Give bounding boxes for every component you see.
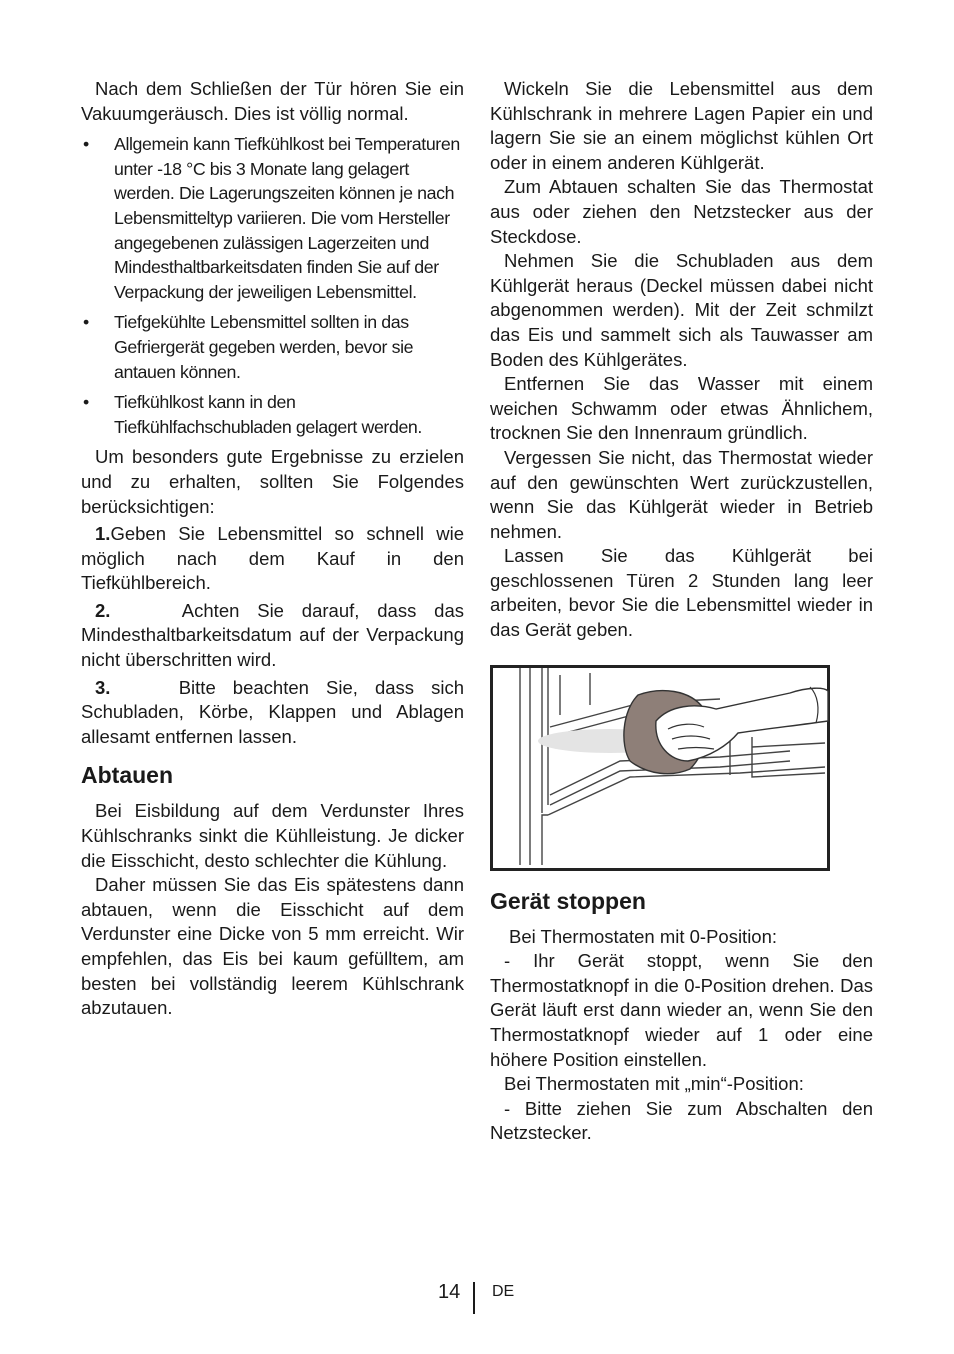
numbered-item-2 [81, 599, 464, 673]
bullet-icon: • [83, 134, 89, 155]
bullet-icon: • [83, 312, 89, 333]
thermostat-zero-label: Bei Thermostaten mit 0-Position: [509, 925, 778, 947]
item-number: 2. [95, 599, 111, 621]
reset-thermostat-paragraph: Vergessen Sie nicht, das Thermostat wieder auf den gewünschten Wert zurückzustellen, wenn Sie das Kühlgerät wieder in Betrieb nehmen. [490, 446, 873, 542]
right-column [490, 77, 873, 1146]
numbered-item-3 [81, 676, 464, 750]
bullet-text: Tiefgekühlte Lebensmittel sollten in das Gefriergerät gegeben werden, bevor sie antauen können. [114, 312, 414, 382]
language-code: DE [492, 1283, 515, 1300]
wiping-freezer-image [490, 665, 830, 871]
run-empty-paragraph: Lassen Sie das Kühlgerät bei geschlossenen Türen 2 Stunden lang leer arbeiten, bevor Sie die Lebensmittel wieder in das Gerät geben. [490, 545, 873, 641]
left-column [81, 77, 464, 1021]
numbered-item-1 [81, 522, 464, 596]
bullet-text: Allgemein kann Tiefkühlkost bei Temperaturen unter -18 °C bis 3 Monate lang gelagert werden. Die Lagerungszeiten können je nach Lebensmitteltyp variieren. Die vom Hersteller angegebenen zulässigen Lagerzeiten und Mindesthaltbarkeitsdaten finden Sie auf der Verpackung der jeweiligen Lebensmittel. [114, 134, 460, 302]
item-text: Achten Sie darauf, dass das Mindesthaltbarkeitsdatum auf der Verpackung nicht überschritten wird. [81, 599, 464, 671]
abtauen-paragraph-2: Daher müssen Sie das Eis spätestens dann abtauen, wenn die Eisschicht auf dem Verdunster eine Dicke von 5 mm erreicht. Wir empfehlen, das Eis bei kaum gefülltem, am besten bei vollständig leerem Kühlschrank abzutauen. [81, 874, 464, 1019]
thermostat-min-text: - Bitte ziehen Sie zum Abschalten den Netzstecker. [490, 1097, 873, 1144]
page-number: 14 [438, 1281, 461, 1303]
bullet-icon: • [83, 392, 89, 413]
item-text: Bitte beachten Sie, dass sich Schubladen, Körbe, Klappen und Ablagen allesamt entfernen lassen. [81, 676, 464, 747]
bullet-text: Tiefkühlkost kann in den Tiefkühlfachschubladen gelagert werden. [114, 392, 422, 437]
tips-intro: Um besonders gute Ergebnisse zu erzielen und zu erhalten, sollten Sie Folgendes berücksichtigen: [81, 446, 464, 517]
thermostat-min-label: Bei Thermostaten mit „min“-Position: [504, 1073, 804, 1095]
bullet-item [81, 390, 464, 439]
thermostat-zero-text: - Ihr Gerät stoppt, wenn Sie den Thermostatknopf in die 0-Position drehen. Das Gerät läuft erst dann wieder an, wenn Sie den Thermostatknopf wieder auf 1 oder eine höhere Position einstellen. [490, 950, 873, 1070]
abtauen-paragraph-1: Bei Eisbildung auf dem Verdunster Ihres Kühlschranks sinkt die Kühlleistung. Je dicker die Eisschicht, desto schlechter die Kühlung. [81, 800, 464, 871]
item-number: 3. [95, 676, 111, 698]
item-text: Geben Sie Lebensmittel so schnell wie möglich nach dem Kauf in den Tiefkühlbereich. [81, 523, 464, 594]
defrost-illustration [490, 665, 830, 871]
thermostat-off-paragraph: Zum Abtauen schalten Sie das Thermostat aus oder ziehen den Netzstecker aus der Steckdose. [490, 176, 873, 247]
remove-drawers-paragraph: Nehmen Sie die Schubladen aus dem Kühlgerät heraus (Deckel müssen dabei nicht abgenommen werden). Mit der Zeit schmilzt das Eis und sammelt sich als Tauwasser am Boden des Kühlgerätes. [490, 250, 873, 370]
wrap-food-paragraph: Wickeln Sie die Lebensmittel aus dem Kühlschrank in mehrere Lagen Papier ein und lagern Sie sie an einem möglichst kühlen Ort oder in einem anderen Kühlgerät. [490, 78, 873, 173]
remove-water-paragraph: Entfernen Sie das Wasser mit einem weichen Schwamm oder etwas Ähnlichem, trocknen Sie den Innenraum gründlich. [490, 373, 873, 444]
bullet-item [81, 132, 464, 304]
item-number: 1. [95, 523, 111, 545]
intro-paragraph: Nach dem Schließen der Tür hören Sie ein Vakuumgeräusch. Dies ist völlig normal. [81, 78, 464, 124]
footer-divider [473, 1282, 475, 1314]
geraet-stoppen-heading: Gerät stoppen [490, 887, 646, 914]
bullet-item [81, 310, 464, 384]
abtauen-heading: Abtauen [81, 762, 173, 789]
